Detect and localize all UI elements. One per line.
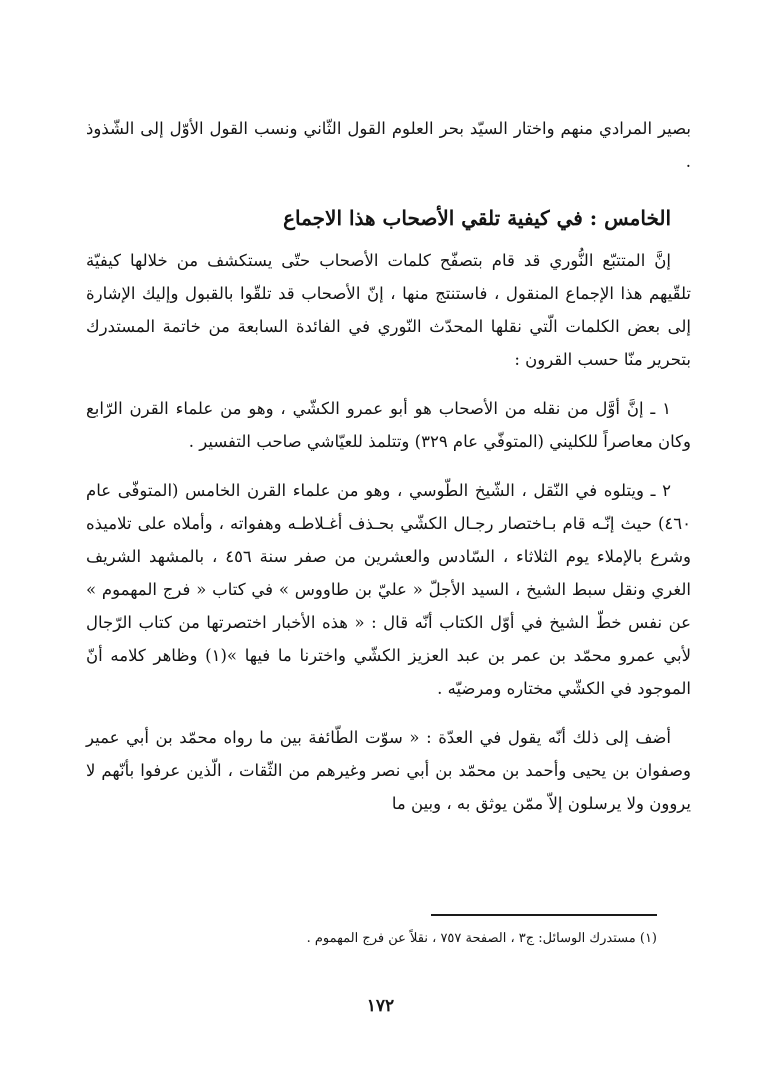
footnote-divider — [431, 914, 657, 916]
footnote: (١) مستدرك الوسائل: ج٣ ، الصفحة ٧٥٧ ، نقلاً عن فرج المهموم . — [306, 931, 657, 946]
numbered-item-2: ٢ ـ ويتلوه في النّقل ، الشّيخ الطّوسي ، وهو من علماء القرن الخامس (المتوفّى عام ٤٦٠) حيث إنّـه قام بـاختصار رجـال الكشّي بحـذف أغـلاطـه وهفواته ، وأملاه على تلاميذه وشرع بالإملاء يوم الثلاثاء ، السّادس والعشرين من صفر سنة ٤٥٦ ، بالمشهد الشريف الغري ونقل سبط الشيخ ، السيد الأجلّ « عليّ بن طاووس » في كتاب « فرج المهموم » عن نفس خطّ الشيخ في أوّل الكتاب أنّه قال : « هذه الأخبار اختصرتها من كتاب الرّجال لأبي عمرو محمّد بن عمر بن عبد العزيز الكشّي واخترنا ما فيها »(١) وظاهر كلامه أنّ الموجود في الكشّي مختاره ومرضيّه . — [86, 481, 691, 698]
section-paragraph: إنَّ المتتبّع النُّوري قد قام بتصفّح كلمات الأصحاب حتّى يستكشف من خلالها كيفيّة تلقّيهم هذا الإجماع المنقول ، فاستنتج منها ، إنّ الأصحاب قد تلقّوا بالقبول وإليك الإشارة إلى بعض الكلمات الّتي نقلها المحدّث النّوري في الفائدة السابعة من خاتمة المستدرك بتحرير منّا حسب القرون : — [86, 251, 691, 369]
numbered-item-1: ١ ـ إنَّ أوَّل من نقله من الأصحاب هو أبو عمرو الكشّي ، وهو من علماء القرن الرّابع وكان معاصراً للكليني (المتوفّي عام ٣٢٩) وتتلمذ للعيّاشي صاحب التفسير . — [86, 399, 691, 451]
page-body — [86, 112, 691, 820]
intro-paragraph: بصير المرادي منهم واختار السيّد بحر العلوم القول الثّاني ونسب القول الأوّل إلى الشّذوذ . — [86, 119, 691, 171]
page-number: ١٧٢ — [366, 996, 395, 1016]
closing-paragraph: أضف إلى ذلك أنّه يقول في العدّة : « سوّت الطّائفة بين ما رواه محمّد بن أبي عمير وصفوان بن يحيى وأحمد بن محمّد بن أبي نصر وغيرهم من الثّقات ، الّذين عرفوا بأنّهم لا يروون ولا يرسلون إلاّ ممّن يوثق به ، وبين ما — [86, 728, 691, 813]
section-heading: الخامس : في كيفية تلقي الأصحاب هذا الاجماع — [283, 206, 671, 230]
